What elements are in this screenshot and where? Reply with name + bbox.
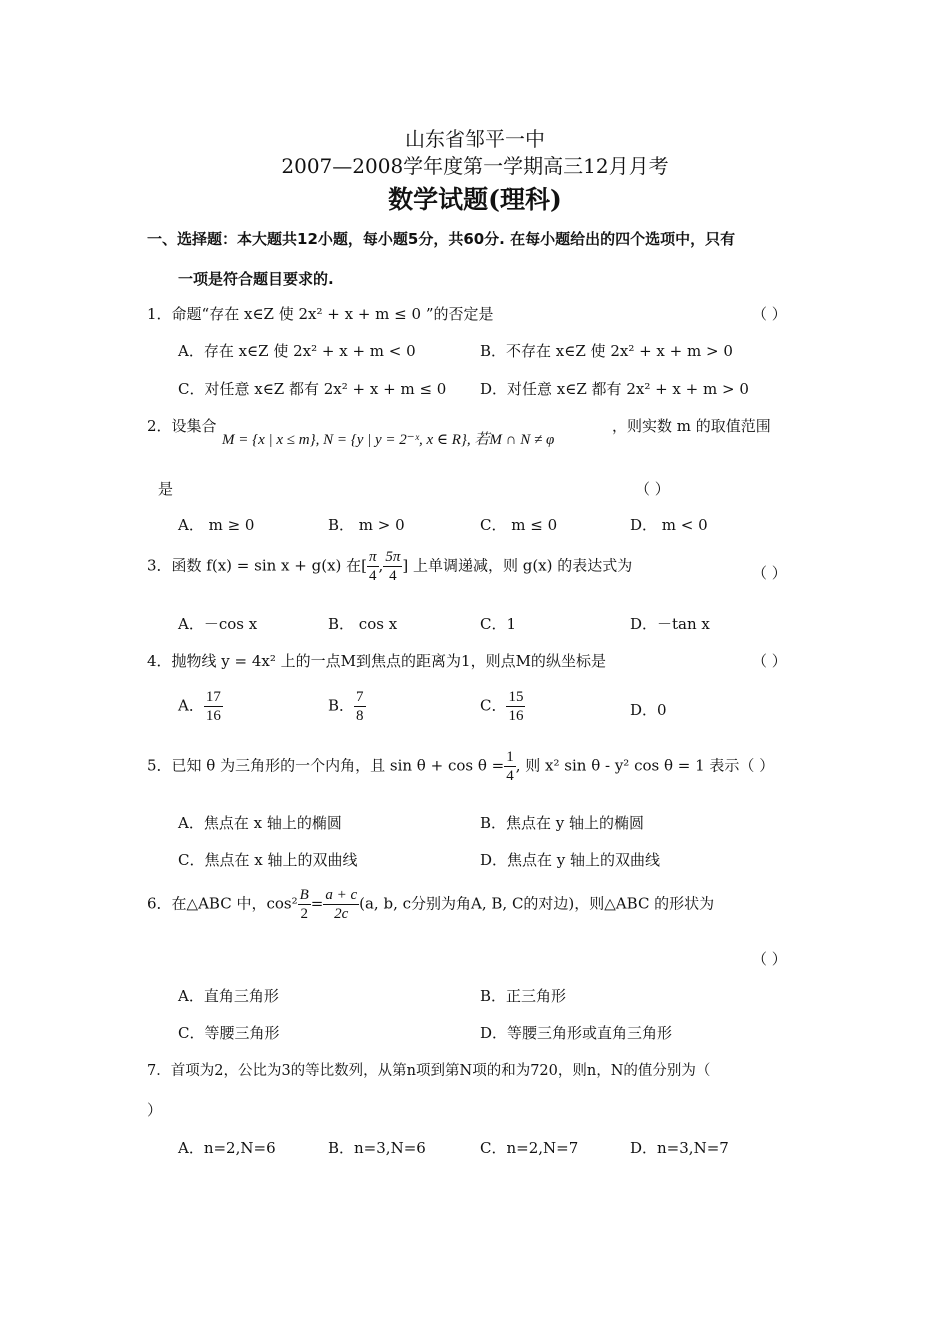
q3-option-d: D．－tan x bbox=[630, 615, 710, 633]
q3-fraction-5pi-4: $\frac{5\pi}{4}$ bbox=[385, 549, 401, 584]
q3-option-c: C．1 bbox=[480, 615, 517, 633]
answer-paren: （ ） bbox=[752, 305, 787, 323]
section-heading-cont: 一项是符合题目要求的. bbox=[178, 270, 334, 288]
q4-option-b: B． $\frac{7}{8}$ bbox=[328, 689, 364, 724]
q1-option-d: D．对任意 x∈Z 都有 2x² + x + m > 0 bbox=[480, 380, 749, 398]
q2-option-b: B． m > 0 bbox=[328, 516, 405, 534]
section-heading: 一、选择题：本大题共12小题，每小题5分，共60分. 在每小题给出的四个选项中，只有 bbox=[147, 230, 736, 248]
q1-option-a: A．存在 x∈Z 使 2x² + x + m < 0 bbox=[178, 342, 416, 360]
q4-c-fraction: $\frac{15}{16}$ bbox=[508, 689, 524, 724]
q7-option-c: C．n=2,N=7 bbox=[480, 1139, 579, 1157]
q6-option-b: B．正三角形 bbox=[480, 987, 567, 1005]
q5-option-b: B．焦点在 y 轴上的椭圆 bbox=[480, 814, 645, 832]
q3-stem-start: 3．函数 f(x) = sin x + g(x) 在[ bbox=[147, 556, 368, 575]
q1-option-c: C．对任意 x∈Z 都有 2x² + x + m ≤ 0 bbox=[178, 380, 447, 398]
question-6-stem: 6．在△ABC 中，cos² $\frac{B}{2}$ = $\frac{a + c}{2c}$ (a, b, c分别为角A, B, C的对边)，则△ABC 的形状为 bbox=[147, 887, 715, 922]
answer-paren: （ ） bbox=[752, 950, 787, 968]
q2-option-a: A． m ≥ 0 bbox=[178, 516, 255, 534]
exam-title: 数学试题(理科) bbox=[388, 185, 562, 214]
q4-option-c: C． $\frac{15}{16}$ bbox=[480, 689, 524, 724]
question-7-stem-end: ） bbox=[147, 1101, 163, 1119]
answer-paren: （ ） bbox=[635, 480, 670, 498]
q2-stem-cont: ，则实数 m 的取值范围 bbox=[612, 417, 771, 435]
q5-option-a: A．焦点在 x 轴上的椭圆 bbox=[178, 814, 342, 832]
question-7-stem: 7．首项为2，公比为3的等比数列，从第n项到第N项的和为720，则n，N的值分别为（ bbox=[147, 1063, 711, 1079]
school-name: 山东省邹平一中 bbox=[405, 127, 545, 151]
exam-term: 2007—2008学年度第一学期高三12月月考 bbox=[281, 154, 669, 178]
q2-stem-end: 是 bbox=[158, 480, 174, 498]
q1-option-b: B．不存在 x∈Z 使 2x² + x + m > 0 bbox=[480, 342, 733, 360]
q4-b-fraction: $\frac{7}{8}$ bbox=[356, 689, 364, 724]
q7-option-b: B．n=3,N=6 bbox=[328, 1139, 426, 1157]
q7-option-a: A．n=2,N=6 bbox=[178, 1139, 276, 1157]
q2-formula: M = {x | x ≤ m}, N = {y | y = 2⁻ˣ, x ∈ R}, 若M ∩ N ≠ φ bbox=[222, 432, 555, 448]
q3-option-b: B． cos x bbox=[328, 615, 398, 633]
q5-fraction: $\frac{1}{4}$ bbox=[506, 749, 514, 784]
question-1-stem: 1．命题“存在 x∈Z 使 2x² + x + m ≤ 0 ”的否定是 bbox=[147, 305, 494, 323]
q5-option-d: D．焦点在 y 轴上的双曲线 bbox=[480, 851, 661, 869]
q5-option-c: C．焦点在 x 轴上的双曲线 bbox=[178, 851, 358, 869]
question-5-stem: 5．已知 θ 为三角形的一个内角，且 sin θ + cos θ = $\frac{1}{4}$ , 则 x² sin θ - y² cos θ = 1 表示（ ） bbox=[147, 749, 775, 784]
q7-option-d: D．n=3,N=7 bbox=[630, 1139, 729, 1157]
answer-paren: （ ） bbox=[752, 564, 787, 582]
q2-option-c: C． m ≤ 0 bbox=[480, 516, 558, 534]
answer-paren: （ ） bbox=[752, 652, 787, 670]
q6-fraction-b-2: $\frac{B}{2}$ bbox=[299, 887, 309, 922]
q4-option-d: D．0 bbox=[630, 701, 667, 719]
q6-fraction-ac-2c: $\frac{a + c}{2c}$ bbox=[325, 887, 358, 922]
q4-option-a: A． $\frac{17}{16}$ bbox=[178, 689, 221, 724]
q3-stem-end: ] 上单调递减，则 g(x) 的表达式为 bbox=[402, 556, 633, 575]
q4-a-fraction: $\frac{17}{16}$ bbox=[205, 689, 221, 724]
q3-fraction-pi-4: $\frac{\pi}{4}$ bbox=[369, 549, 377, 584]
q3-option-a: A．－cos x bbox=[178, 615, 258, 633]
question-2-stem: 2．设集合 bbox=[147, 417, 217, 435]
question-3-stem: 3．函数 f(x) = sin x + g(x) 在[ $\frac{\pi}{4}$ , $\frac{5\pi}{4}$ ] 上单调递减，则 g(x) 的表达式为 bbox=[147, 549, 633, 584]
q6-option-c: C．等腰三角形 bbox=[178, 1024, 280, 1042]
q6-option-a: A．直角三角形 bbox=[178, 987, 279, 1005]
question-4-stem: 4．抛物线 y = 4x² 上的一点M到焦点的距离为1，则点M的纵坐标是 bbox=[147, 652, 606, 670]
q2-option-d: D． m < 0 bbox=[630, 516, 708, 534]
q6-option-d: D．等腰三角形或直角三角形 bbox=[480, 1024, 673, 1042]
